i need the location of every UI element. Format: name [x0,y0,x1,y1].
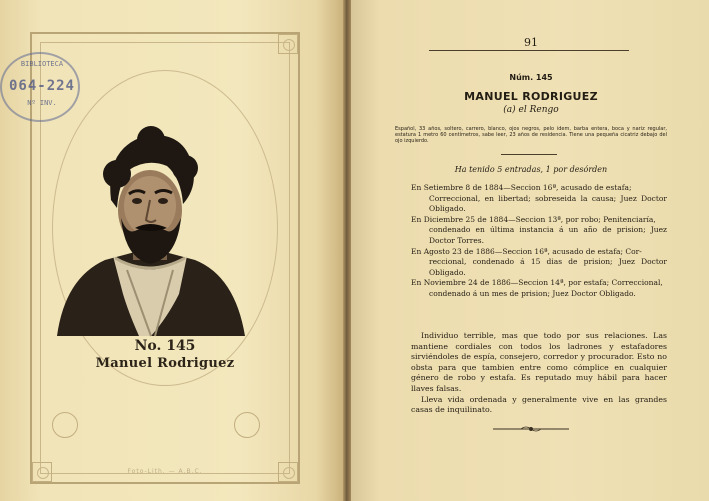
entry-continuation: Correccional, en libertad; sobreseida la causa; Juez Doctor Obligado. [429,193,667,214]
printer-imprint: Foto-Lith. — A.B.C. [127,468,203,475]
portrait-number: No. 145 [134,338,196,354]
frame-corner-ornament [278,462,298,482]
book-gutter [343,0,351,501]
list-item [411,247,667,279]
library-stamp [0,52,80,122]
frame-corner-ornament [278,34,298,54]
list-item [411,278,667,299]
record-number: Núm. 145 [509,73,553,82]
notes-paragraph: Lleva vida ordenada y generalmente vive en las grandes casas de inquilinato. [411,394,667,415]
notes-paragraph: Individuo terrible, mas que todo por sus relaciones. Las mantiene cordiales con todos los ladrones y estafadores sirviéndoles de espía, consejero, corredor y procurador. Esto no obsta para que tambien entre como cómplice en cualquier género de robo y estafa. Es reputado muy hábil para hacer llaves falsas. [411,331,667,393]
right-page [351,0,709,501]
subject-name: MANUEL RODRIGUEZ [464,90,598,103]
subject-alias: (a) el Rengo [503,105,559,115]
stamp-line-3: Nº INV. [27,99,57,107]
entry-first-line: En Agosto 23 de 1886—Seccion 16ª, acusado de estafa; Cor- [411,246,642,256]
list-item [411,215,667,247]
entries-list [411,183,667,300]
physical-description: Español, 33 años, soltero, carrero, blanco, ojos negros, pelo idem, barba entera, boca y nariz regular, estatura 1 metro 60 centímetros, sabe leer, 23 años de residencia. Tiene una pequeña cicatriz debajo del ojo izquierdo. [395,126,667,144]
end-ornament [491,424,571,434]
stamp-line-1: BIBLIOTECA [20,60,64,68]
entry-first-line: En Diciembre 25 de 1884—Seccion 13ª, por robo; Penitenciaría, [411,214,656,224]
entry-first-line: En Noviembre 24 de 1886—Seccion 14ª, por estafa; Correccional, [411,278,663,288]
rosette-ornament [234,412,260,438]
frame-corner-ornament [32,462,52,482]
entry-continuation: condenado á un mes de prision; Juez Doctor Obligado. [429,288,636,298]
entry-continuation: reccional, condenado á 15 dias de prision; Juez Doctor Obligado. [429,257,667,277]
list-item [411,183,667,215]
page-number: 91 [524,36,538,49]
rosette-ornament [52,412,78,438]
portrait-name: Manuel Rodriguez [95,356,235,371]
header-rule [429,50,629,51]
entries-heading: Ha tenido 5 entradas, 1 por desórden [454,165,608,174]
stamp-number: 064-224 [8,78,75,94]
entry-continuation: condenado en última instancia á un año de prision; Juez Doctor Torres. [429,225,667,245]
portrait-photo [55,118,245,338]
section-rule [501,154,557,155]
character-notes [411,331,667,416]
left-page [0,0,344,501]
entry-first-line: En Setiembre 8 de 1884—Seccion 16ª, acusado de estafa; [411,183,632,192]
